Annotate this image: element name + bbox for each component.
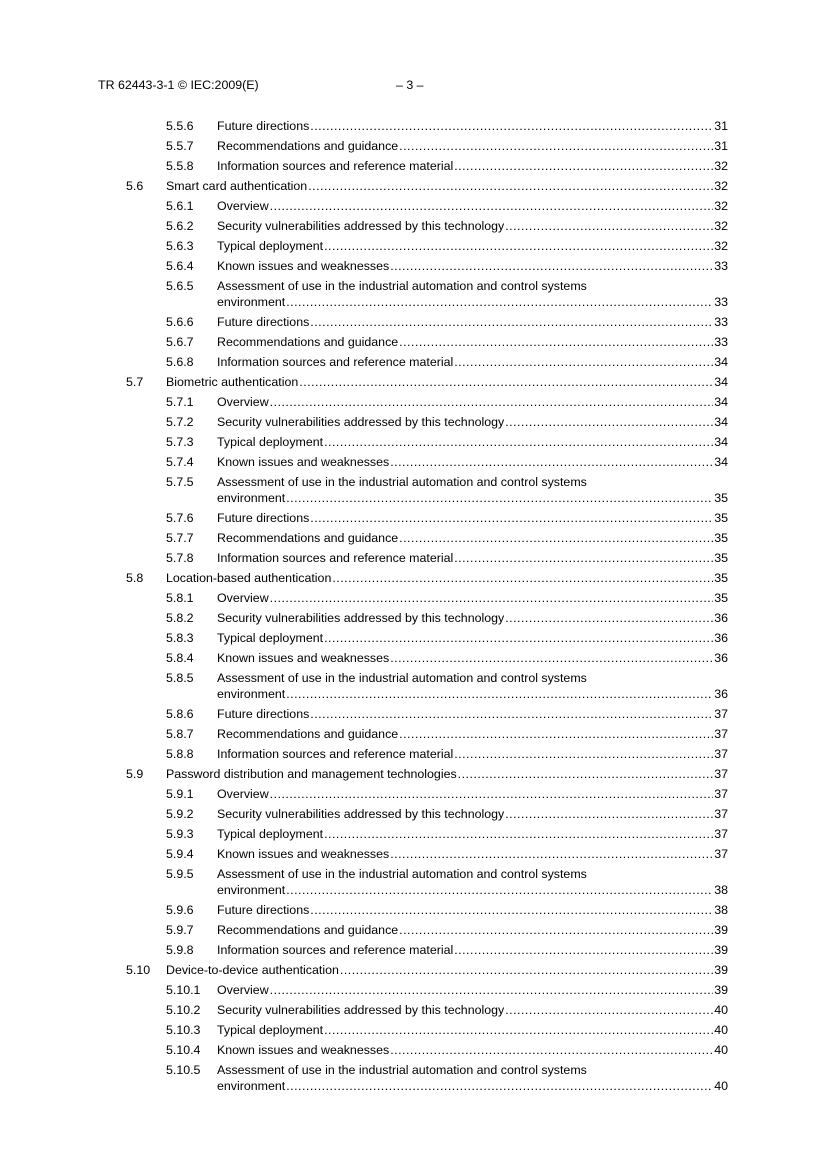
toc-entry[interactable]: [0, 354, 827, 374]
toc-entry[interactable]: [0, 806, 827, 826]
toc-leader-dots: [270, 590, 714, 606]
toc-entry-title: Typical deployment: [217, 239, 324, 253]
toc-entry-line: [166, 766, 728, 782]
toc-entry-page: 40: [714, 1043, 728, 1057]
toc-entry-page: 37: [714, 767, 728, 781]
toc-entry-title: Overview: [217, 395, 269, 409]
toc-entry-number: 5.8.7: [166, 727, 194, 741]
toc-entry[interactable]: [0, 1042, 827, 1062]
toc-entry-page: 32: [714, 239, 728, 253]
toc-entry-line: [217, 746, 728, 762]
toc-entry-line: [217, 218, 728, 234]
toc-entry-line: [217, 630, 728, 646]
toc-entry[interactable]: [0, 550, 827, 570]
toc-leader-dots: [324, 434, 713, 450]
toc-entry-title: Known issues and weaknesses: [217, 847, 390, 861]
toc-entry-title: Location-based authentication: [166, 571, 332, 585]
toc-entry[interactable]: [0, 334, 827, 354]
toc-leader-dots: [340, 962, 713, 978]
toc-leader-dots: [310, 314, 713, 330]
toc-entry-line: [217, 334, 728, 350]
toc-entry-number: 5.10: [126, 963, 151, 977]
toc-entry-number: 5.8.4: [166, 651, 194, 665]
toc-leader-dots: [332, 570, 713, 586]
toc-entry-number: 5.7: [126, 375, 144, 389]
toc-entry-page: 34: [714, 455, 728, 469]
toc-entry[interactable]: [0, 982, 827, 1002]
toc-entry-number: 5.7.1: [166, 395, 194, 409]
toc-entry-title: Known issues and weaknesses: [217, 455, 390, 469]
toc-leader-dots: [505, 806, 713, 822]
toc-entry-page: 33: [714, 315, 728, 329]
toc-entry-number: 5.7.8: [166, 551, 194, 565]
toc-entry-title: Information sources and reference material: [217, 943, 454, 957]
toc-entry-page: 36: [714, 631, 728, 645]
toc-leader-dots: [454, 550, 713, 566]
document-identifier: TR 62443-3-1 © IEC:2009(E): [98, 78, 259, 92]
toc-entry-line: [217, 686, 728, 702]
toc-entry-line: [217, 706, 728, 722]
toc-entry-page: 35: [714, 551, 728, 565]
toc-leader-dots: [299, 374, 713, 390]
toc-entry-number: 5.6.8: [166, 355, 194, 369]
toc-entry-title: Information sources and reference material: [217, 159, 454, 173]
toc-leader-dots: [270, 982, 714, 998]
toc-entry-line: [217, 726, 728, 742]
toc-entry-title: Future directions: [217, 903, 310, 917]
toc-entry-page: 35: [714, 491, 728, 505]
toc-entry-number: 5.8.5: [166, 671, 194, 685]
toc-entry-line: [217, 922, 728, 938]
toc-entry-number: 5.8: [126, 571, 144, 585]
toc-entry-number: 5.10.2: [166, 1003, 201, 1017]
toc-entry-number: 5.9.4: [166, 847, 194, 861]
toc-entry-number: 5.8.6: [166, 707, 194, 721]
toc-entry[interactable]: [0, 158, 827, 178]
toc-entry[interactable]: [0, 826, 827, 846]
toc-entry[interactable]: [0, 1022, 827, 1042]
toc-entry-number: 5.9.5: [166, 867, 194, 881]
toc-entry[interactable]: [0, 474, 827, 510]
toc-entry-number: 5.9.1: [166, 787, 194, 801]
toc-leader-dots: [454, 942, 713, 958]
toc-entry[interactable]: [0, 238, 827, 258]
toc-entry-number: 5.10.3: [166, 1023, 201, 1037]
toc-entry-line: [217, 490, 728, 506]
toc-entry-line: [217, 238, 728, 254]
toc-entry-title: Known issues and weaknesses: [217, 259, 390, 273]
toc-entry[interactable]: [0, 746, 827, 766]
toc-entry-number: 5.7.4: [166, 455, 194, 469]
toc-entry-page: 32: [714, 159, 728, 173]
page-number: – 3 –: [396, 78, 424, 92]
toc-entry-line: [217, 902, 728, 918]
toc-entry-page: 32: [714, 219, 728, 233]
toc-entry[interactable]: [0, 434, 827, 454]
toc-entry[interactable]: [0, 198, 827, 218]
toc-entry-number: 5.7.3: [166, 435, 194, 449]
toc-entry-title: Assessment of use in the industrial automation and control systems: [217, 1063, 587, 1077]
toc-entry-title: Recommendations and guidance: [217, 335, 399, 349]
toc-entry-number: 5.9.3: [166, 827, 194, 841]
toc-entry-title: Security vulnerabilities addressed by this technology: [217, 1003, 505, 1017]
toc-entry-page: 40: [714, 1079, 728, 1093]
toc-leader-dots: [270, 198, 714, 214]
toc-entry-page: 36: [714, 687, 728, 701]
toc-entry-line: [217, 806, 728, 822]
toc-leader-dots: [324, 1022, 713, 1038]
toc-entry-page: 36: [714, 651, 728, 665]
toc-entry-page: 35: [714, 511, 728, 525]
page-header: [98, 78, 727, 96]
toc-entry-number: 5.9.2: [166, 807, 194, 821]
toc-entry-number: 5.9.7: [166, 923, 194, 937]
toc-entry-number: 5.8.2: [166, 611, 194, 625]
toc-leader-dots: [286, 882, 713, 898]
toc-entry-line: [217, 138, 728, 154]
toc-entry-title: Typical deployment: [217, 827, 324, 841]
toc-leader-dots: [505, 414, 713, 430]
toc-entry-title: Typical deployment: [217, 1023, 324, 1037]
toc-leader-dots: [310, 902, 713, 918]
toc-entry-line: [217, 982, 728, 998]
toc-entry-number: 5.9: [126, 767, 144, 781]
toc-leader-dots: [454, 746, 713, 762]
toc-leader-dots: [308, 178, 713, 194]
toc-entry[interactable]: [0, 590, 827, 610]
toc-entry-number: 5.7.2: [166, 415, 194, 429]
toc-entry[interactable]: [0, 1062, 827, 1098]
toc-entry-line: [166, 962, 728, 978]
toc-entry[interactable]: [0, 374, 827, 394]
toc-entry-number: 5.6.7: [166, 335, 194, 349]
toc-entry-line: [217, 530, 728, 546]
toc-entry-page: 37: [714, 747, 728, 761]
toc-entry-title: Future directions: [217, 315, 310, 329]
toc-entry[interactable]: [0, 314, 827, 334]
toc-entry-number: 5.8.1: [166, 591, 194, 605]
toc-leader-dots: [270, 786, 714, 802]
toc-leader-dots: [324, 826, 713, 842]
toc-entry-number: 5.7.6: [166, 511, 194, 525]
toc-entry-page: 32: [714, 199, 728, 213]
toc-leader-dots: [270, 394, 714, 410]
toc-entry-page: 36: [714, 611, 728, 625]
toc-leader-dots: [458, 766, 714, 782]
toc-entry[interactable]: [0, 118, 827, 138]
toc-entry-number: 5.6.4: [166, 259, 194, 273]
toc-entry-page: 37: [714, 707, 728, 721]
toc-entry-page: 35: [714, 531, 728, 545]
toc-entry-title: Security vulnerabilities addressed by this technology: [217, 415, 505, 429]
toc-entry-page: 37: [714, 847, 728, 861]
toc-entry-title: Recommendations and guidance: [217, 531, 399, 545]
toc-entry[interactable]: [0, 218, 827, 238]
toc-entry-title: Recommendations and guidance: [217, 139, 399, 153]
toc-entry-page: 37: [714, 787, 728, 801]
toc-entry-line: [217, 394, 728, 410]
toc-entry-page: 37: [714, 827, 728, 841]
toc-entry-number: 5.5.7: [166, 139, 194, 153]
toc-entry-page: 34: [714, 375, 728, 389]
toc-entry[interactable]: [0, 766, 827, 786]
toc-entry[interactable]: [0, 786, 827, 806]
toc-entry-title: Information sources and reference material: [217, 551, 454, 565]
toc-entry-title: Overview: [217, 983, 269, 997]
toc-entry-line: [217, 158, 728, 174]
toc-entry-number: 5.8.3: [166, 631, 194, 645]
toc-entry[interactable]: [0, 178, 827, 198]
toc-entry-title: Future directions: [217, 511, 310, 525]
toc-entry-number: 5.10.4: [166, 1043, 201, 1057]
toc-leader-dots: [286, 686, 713, 702]
toc-entry-page: 35: [714, 591, 728, 605]
toc-entry[interactable]: [0, 138, 827, 158]
toc-entry-page: 38: [714, 883, 728, 897]
toc-entry-line: [217, 454, 728, 470]
toc-entry-line: [217, 1002, 728, 1018]
toc-leader-dots: [390, 1042, 713, 1058]
toc-entry-page: 34: [714, 355, 728, 369]
toc-entry-page: 39: [714, 943, 728, 957]
toc-entry[interactable]: [0, 510, 827, 530]
table-of-contents: [0, 118, 827, 1098]
toc-entry-number: 5.6.3: [166, 239, 194, 253]
toc-entry-number: 5.10.5: [166, 1063, 201, 1077]
toc-entry-title: Password distribution and management technologies: [166, 767, 457, 781]
toc-entry-line: [217, 510, 728, 526]
toc-entry-title-continuation: environment: [217, 883, 286, 897]
toc-entry-number: 5.7.5: [166, 475, 194, 489]
toc-leader-dots: [310, 118, 713, 134]
toc-entry-line: [217, 314, 728, 330]
toc-entry[interactable]: [0, 258, 827, 278]
toc-entry-page: 33: [714, 259, 728, 273]
toc-entry-number: 5.9.6: [166, 903, 194, 917]
toc-entry-title: Typical deployment: [217, 435, 324, 449]
toc-entry-number: 5.10.1: [166, 983, 201, 997]
toc-entry-title: Assessment of use in the industrial automation and control systems: [217, 867, 587, 881]
toc-entry-line: [166, 178, 728, 194]
toc-leader-dots: [390, 258, 713, 274]
toc-entry[interactable]: [0, 670, 827, 706]
toc-entry-title: Future directions: [217, 707, 310, 721]
toc-entry-title-continuation: environment: [217, 687, 286, 701]
toc-entry-page: 34: [714, 395, 728, 409]
toc-entry-number: 5.6.6: [166, 315, 194, 329]
toc-entry-title: Device-to-device authentication: [166, 963, 339, 977]
toc-entry-line: [217, 118, 728, 134]
toc-entry-number: 5.6.2: [166, 219, 194, 233]
toc-entry-line: [217, 786, 728, 802]
toc-entry[interactable]: [0, 454, 827, 474]
toc-entry[interactable]: [0, 866, 827, 902]
toc-entry[interactable]: [0, 1002, 827, 1022]
toc-entry-number: 5.5.8: [166, 159, 194, 173]
toc-entry-line: [217, 198, 728, 214]
toc-entry-title: Recommendations and guidance: [217, 923, 399, 937]
toc-leader-dots: [399, 138, 713, 154]
toc-leader-dots: [324, 238, 713, 254]
toc-entry-title: Security vulnerabilities addressed by this technology: [217, 219, 505, 233]
toc-entry-line: [217, 414, 728, 430]
toc-entry-line: [217, 590, 728, 606]
toc-entry-number: 5.6.1: [166, 199, 194, 213]
toc-entry-page: 39: [714, 963, 728, 977]
toc-entry-line: [217, 610, 728, 626]
toc-entry-page: 39: [714, 923, 728, 937]
toc-leader-dots: [324, 630, 713, 646]
toc-leader-dots: [310, 510, 713, 526]
toc-entry-line: [217, 826, 728, 842]
toc-entry-line: [166, 374, 728, 390]
toc-entry-page: 31: [714, 119, 728, 133]
toc-entry-title-continuation: environment: [217, 491, 286, 505]
toc-entry-title: Recommendations and guidance: [217, 727, 399, 741]
toc-entry[interactable]: [0, 394, 827, 414]
toc-entry-line: [217, 882, 728, 898]
toc-leader-dots: [286, 1078, 713, 1094]
toc-leader-dots: [505, 610, 713, 626]
toc-entry[interactable]: [0, 650, 827, 670]
toc-leader-dots: [454, 158, 713, 174]
toc-entry-title: Information sources and reference material: [217, 747, 454, 761]
toc-leader-dots: [399, 922, 713, 938]
toc-entry-page: 37: [714, 727, 728, 741]
toc-leader-dots: [390, 846, 713, 862]
toc-entry-page: 31: [714, 139, 728, 153]
toc-leader-dots: [310, 706, 713, 722]
toc-leader-dots: [454, 354, 713, 370]
toc-leader-dots: [399, 530, 713, 546]
toc-leader-dots: [390, 650, 713, 666]
toc-entry[interactable]: [0, 962, 827, 982]
toc-entry-line: [217, 294, 728, 310]
toc-entry[interactable]: [0, 610, 827, 630]
toc-entry-number: 5.6.5: [166, 279, 194, 293]
toc-entry[interactable]: [0, 922, 827, 942]
toc-entry-line: [166, 570, 728, 586]
toc-entry-title: Known issues and weaknesses: [217, 1043, 390, 1057]
toc-entry-title: Future directions: [217, 119, 310, 133]
toc-entry-number: 5.6: [126, 179, 144, 193]
toc-entry-title: Assessment of use in the industrial automation and control systems: [217, 671, 587, 685]
toc-entry[interactable]: [0, 902, 827, 922]
toc-entry-title: Overview: [217, 199, 269, 213]
toc-entry-page: 38: [714, 903, 728, 917]
toc-leader-dots: [390, 454, 713, 470]
toc-entry[interactable]: [0, 726, 827, 746]
toc-entry-line: [217, 354, 728, 370]
toc-entry-number: 5.5.6: [166, 119, 194, 133]
toc-entry-title-continuation: environment: [217, 1079, 286, 1093]
toc-entry-line: [217, 434, 728, 450]
toc-entry-title: Overview: [217, 591, 269, 605]
toc-entry-title-continuation: environment: [217, 295, 286, 309]
toc-entry-title: Overview: [217, 787, 269, 801]
toc-leader-dots: [286, 294, 713, 310]
toc-entry-page: 34: [714, 415, 728, 429]
toc-entry[interactable]: [0, 530, 827, 550]
toc-entry-title: Assessment of use in the industrial automation and control systems: [217, 475, 587, 489]
toc-entry-page: 32: [714, 179, 728, 193]
toc-entry[interactable]: [0, 706, 827, 726]
toc-entry-page: 33: [714, 335, 728, 349]
toc-leader-dots: [399, 334, 713, 350]
toc-entry-page: 40: [714, 1003, 728, 1017]
toc-entry-page: 37: [714, 807, 728, 821]
toc-entry-line: [217, 650, 728, 666]
toc-entry-page: 40: [714, 1023, 728, 1037]
toc-entry-line: [217, 258, 728, 274]
toc-entry-title: Biometric authentication: [166, 375, 299, 389]
toc-leader-dots: [399, 726, 713, 742]
toc-entry-title: Assessment of use in the industrial automation and control systems: [217, 279, 587, 293]
toc-entry-title: Security vulnerabilities addressed by this technology: [217, 611, 505, 625]
toc-entry[interactable]: [0, 278, 827, 314]
toc-entry-page: 33: [714, 295, 728, 309]
toc-leader-dots: [505, 218, 713, 234]
toc-entry-line: [217, 1022, 728, 1038]
toc-entry-line: [217, 942, 728, 958]
toc-entry-title: Typical deployment: [217, 631, 324, 645]
toc-entry-number: 5.9.8: [166, 943, 194, 957]
toc-entry[interactable]: [0, 846, 827, 866]
toc-entry-title: Information sources and reference material: [217, 355, 454, 369]
toc-entry-title: Smart card authentication: [166, 179, 308, 193]
toc-entry-line: [217, 550, 728, 566]
toc-entry-title: Security vulnerabilities addressed by this technology: [217, 807, 505, 821]
toc-entry-line: [217, 1078, 728, 1094]
toc-entry[interactable]: [0, 630, 827, 650]
toc-entry-line: [217, 1042, 728, 1058]
toc-entry-page: 34: [714, 435, 728, 449]
toc-entry-line: [217, 846, 728, 862]
toc-entry[interactable]: [0, 414, 827, 434]
toc-entry[interactable]: [0, 942, 827, 962]
toc-entry-page: 39: [714, 983, 728, 997]
toc-entry-title: Known issues and weaknesses: [217, 651, 390, 665]
toc-entry-page: 35: [714, 571, 728, 585]
toc-entry[interactable]: [0, 570, 827, 590]
toc-leader-dots: [286, 490, 713, 506]
toc-entry-number: 5.7.7: [166, 531, 194, 545]
toc-entry-number: 5.8.8: [166, 747, 194, 761]
toc-leader-dots: [505, 1002, 713, 1018]
